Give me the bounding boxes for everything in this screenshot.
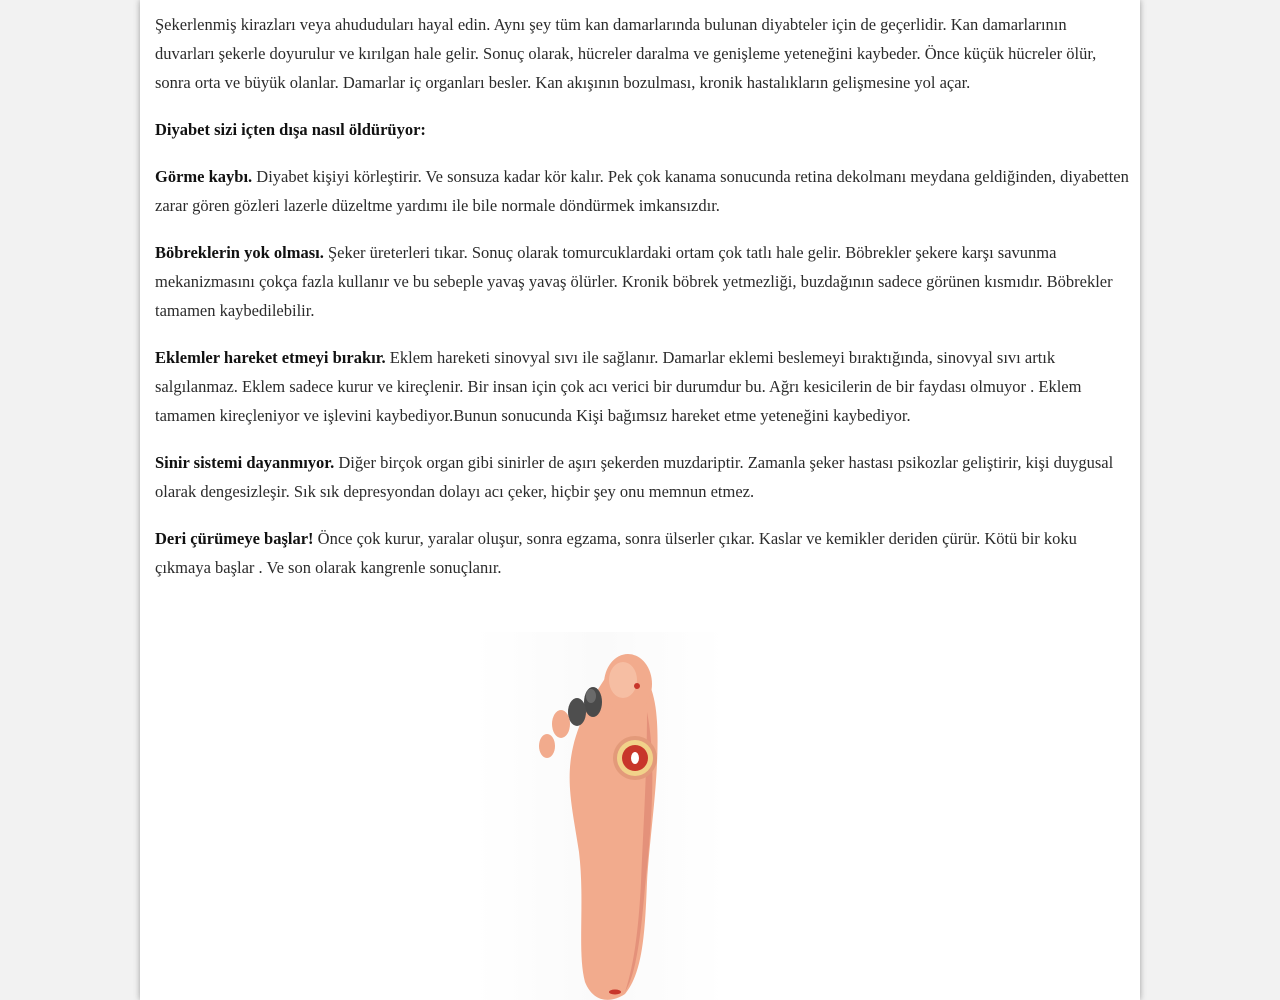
heel-wound	[609, 990, 621, 995]
section-text: Diğer birçok organ gibi sinirler de aşırı şekerden muzdariptir. Zamanla şeker hastası psikozlar geliştirir, kişi duygusal olarak dengesizleşir. Sık sık depresyondan dolayı acı çeker, hiçbir şey onu memnun etmez.	[155, 453, 1114, 501]
article-page	[140, 0, 1140, 1000]
section-text: Eklem hareketi sinovyal sıvı ile sağlanır. Damarlar eklemi beslemeyi bıraktığında, sinovyal sıvı artık salgılanmaz. Eklem sadece kurur ve kireçlenir. Bir insan için çok acı verici bir durumdur bu. Ağrı kesicilerin de bir faydası olmuyor . Eklem tamamen kireçleniyor ve işlevini kaybediyor.Bunun sonucunda Kişi bağımsız hareket etme yeteneğini kaybediyor.	[155, 348, 1082, 425]
section-heading	[155, 115, 1130, 144]
section-heading-text: Diyabet sizi içten dışa nasıl öldürüyor:	[155, 120, 426, 139]
section-title: Deri çürümeye başlar!	[155, 529, 314, 548]
section-text: Diyabet kişiyi körleştirir. Ve sonsuza kadar kör kalır. Pek çok kanama sonucunda retina dekolmanı meydana geldiğinden, diyabetten zarar gören gözleri lazerle düzeltme yardımı ile bile normale döndürmek imkansızdır.	[155, 167, 1129, 215]
toe-wound	[634, 683, 640, 689]
section-kidney-loss	[155, 238, 1130, 325]
necrotic-toe-2-tip	[586, 689, 596, 703]
foot-icon	[475, 632, 725, 1000]
toe-5	[539, 734, 555, 758]
section-skin	[155, 524, 1130, 582]
necrotic-toe-3	[568, 698, 586, 726]
big-toe-highlight	[609, 662, 637, 698]
section-title: Eklemler hareket etmeyi bırakır.	[155, 348, 386, 367]
section-title: Görme kaybı.	[155, 167, 253, 186]
toe-4	[552, 710, 570, 738]
section-joints	[155, 343, 1130, 430]
ulcer-center	[631, 752, 639, 764]
diabetic-foot-illustration	[475, 632, 725, 1000]
section-nervous-system	[155, 448, 1130, 506]
section-text: Şeker üreterleri tıkar. Sonuç olarak tomurcuklardaki ortam çok tatlı hale gelir. Böbrekler şekere karşı savunma mekanizmasını çokça fazla kullanır ve bu sebeple yavaş yavaş ölürler. Kronik böbrek yetmezliği, buzdağının sadece görünen kısmıdır. Böbrekler tamamen kaybedilebilir.	[155, 243, 1113, 320]
section-vision-loss	[155, 162, 1130, 220]
article-content	[155, 10, 1130, 600]
section-title: Sinir sistemi dayanmıyor.	[155, 453, 335, 472]
section-title: Böbreklerin yok olması.	[155, 243, 324, 262]
intro-paragraph: Şekerlenmiş kirazları veya ahududuları hayal edin. Aynı şey tüm kan damarlarında bulunan diyabteler için de geçerlidir. Kan damarlarının duvarları şekerle doyurulur ve kırılgan hale gelir. Sonuç olarak, hücreler daralma ve genişleme yeteneğini kaybeder. Önce küçük hücreler ölür, sonra orta ve büyük olanlar. Damarlar iç organları besler. Kan akışının bozulması, kronik hastalıkların gelişmesine yol açar.	[155, 15, 1097, 92]
section-text: Önce çok kurur, yaralar oluşur, sonra egzama, sonra ülserler çıkar. Kaslar ve kemikler deriden çürür. Kötü bir koku çıkmaya başlar . Ve son olarak kangrenle sonuçlanır.	[155, 529, 1077, 577]
